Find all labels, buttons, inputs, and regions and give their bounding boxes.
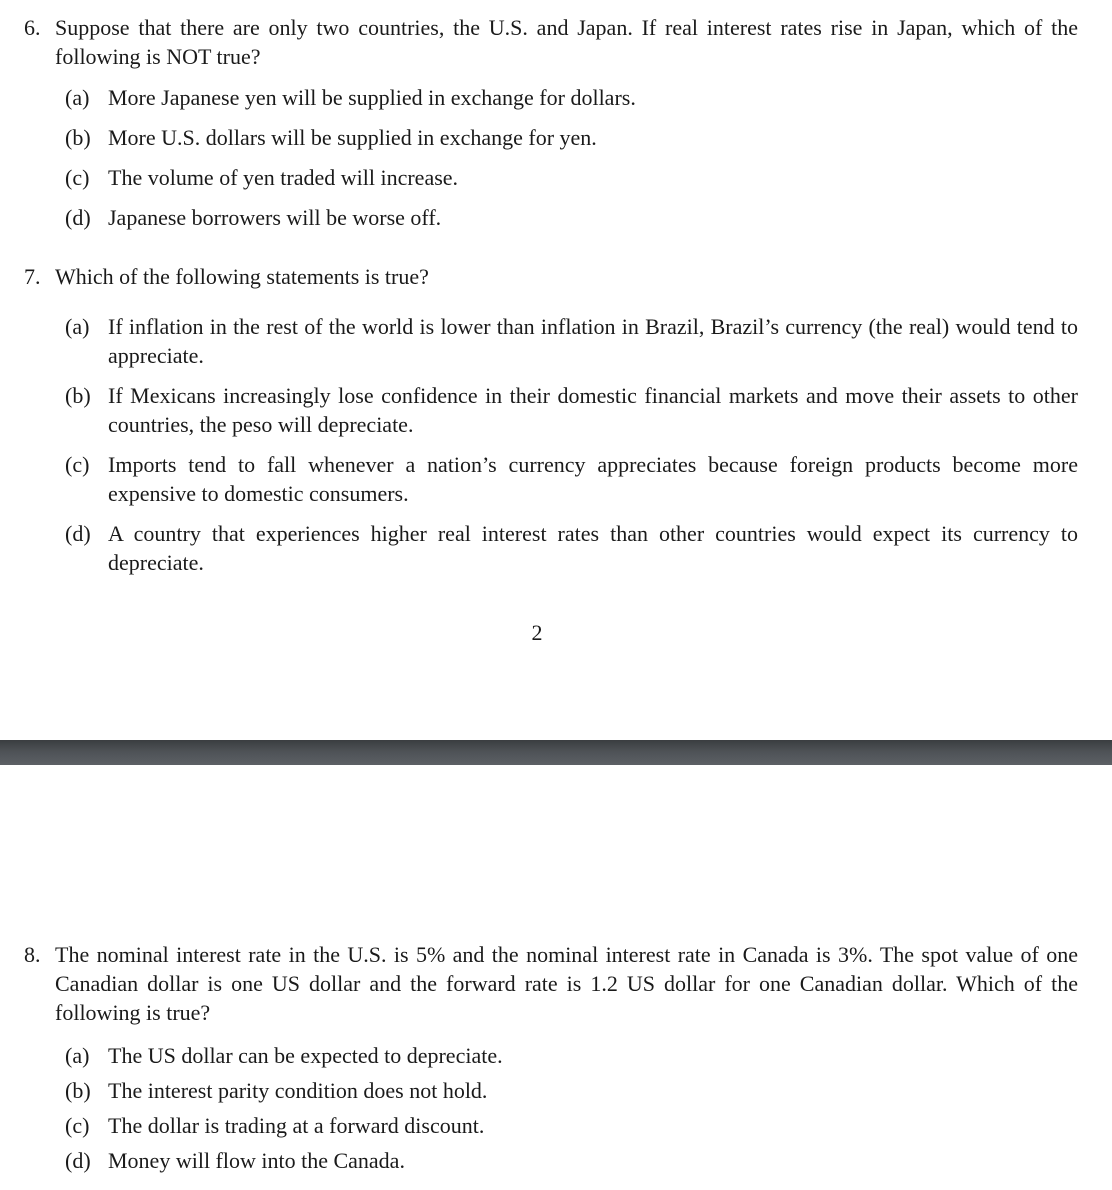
option-text: If inflation in the rest of the world is lower than inflation in Brazil, Brazil’s currency (the real) would tend to appreciate. bbox=[108, 314, 1078, 368]
page-number: 2 bbox=[531, 620, 543, 645]
answer-options bbox=[24, 83, 1078, 232]
option-label: (a) bbox=[65, 314, 90, 339]
option-a bbox=[65, 1041, 1078, 1070]
option-b bbox=[65, 381, 1078, 439]
option-text: More Japanese yen will be supplied in exchange for dollars. bbox=[108, 85, 636, 110]
option-b bbox=[65, 1076, 1078, 1105]
option-label: (d) bbox=[65, 521, 91, 546]
option-c bbox=[65, 1111, 1078, 1140]
option-d bbox=[65, 1146, 1078, 1175]
option-label: (c) bbox=[65, 165, 90, 190]
answer-options bbox=[24, 312, 1078, 577]
document-page-bottom bbox=[0, 765, 1112, 1190]
option-label: (a) bbox=[65, 85, 90, 110]
option-text: The interest parity condition does not hold. bbox=[108, 1078, 488, 1103]
question-6 bbox=[24, 13, 1078, 232]
option-a bbox=[65, 312, 1078, 370]
question-8 bbox=[24, 940, 1078, 1175]
option-d bbox=[65, 519, 1078, 577]
option-label: (c) bbox=[65, 1113, 90, 1138]
option-text: Money will flow into the Canada. bbox=[108, 1148, 405, 1173]
option-text: If Mexicans increasingly lose confidence in their domestic financial markets and move their assets to other countries, the peso will depreciate. bbox=[108, 383, 1078, 437]
option-label: (d) bbox=[65, 205, 91, 230]
question-text: Which of the following statements is true? bbox=[55, 264, 429, 289]
option-label: (b) bbox=[65, 125, 91, 150]
option-label: (b) bbox=[65, 383, 91, 408]
option-text: The volume of yen traded will increase. bbox=[108, 165, 459, 190]
option-b bbox=[65, 123, 1078, 152]
option-c bbox=[65, 163, 1078, 192]
option-d bbox=[65, 203, 1078, 232]
question-number: 7. bbox=[24, 264, 41, 289]
option-text: More U.S. dollars will be supplied in exchange for yen. bbox=[108, 125, 597, 150]
option-text: The dollar is trading at a forward discount. bbox=[108, 1113, 485, 1138]
question-number: 8. bbox=[24, 942, 41, 967]
question-text: The nominal interest rate in the U.S. is 5% and the nominal interest rate in Canada is 3%. The spot value of one Canadian dollar is one US dollar and the forward rate is 1.2 US dollar for one Canadian dollar. Which of the following is true? bbox=[55, 942, 1078, 1025]
option-label: (d) bbox=[65, 1148, 91, 1173]
option-text: Japanese borrowers will be worse off. bbox=[108, 205, 442, 230]
question-text: Suppose that there are only two countries, the U.S. and Japan. If real interest rates rise in Japan, which of the following is NOT true? bbox=[55, 15, 1078, 69]
option-text: A country that experiences higher real interest rates than other countries would expect its currency to depreciate. bbox=[108, 521, 1078, 575]
option-text: The US dollar can be expected to depreciate. bbox=[108, 1043, 503, 1068]
option-c bbox=[65, 450, 1078, 508]
answer-options bbox=[24, 1041, 1078, 1175]
option-text: Imports tend to fall whenever a nation’s currency appreciates because foreign products become more expensive to domestic consumers. bbox=[108, 452, 1078, 506]
question-number: 6. bbox=[24, 15, 41, 40]
page-separator bbox=[0, 740, 1112, 765]
option-label: (a) bbox=[65, 1043, 90, 1068]
question-7 bbox=[24, 262, 1078, 577]
option-label: (c) bbox=[65, 452, 90, 477]
option-a bbox=[65, 83, 1078, 112]
option-label: (b) bbox=[65, 1078, 91, 1103]
